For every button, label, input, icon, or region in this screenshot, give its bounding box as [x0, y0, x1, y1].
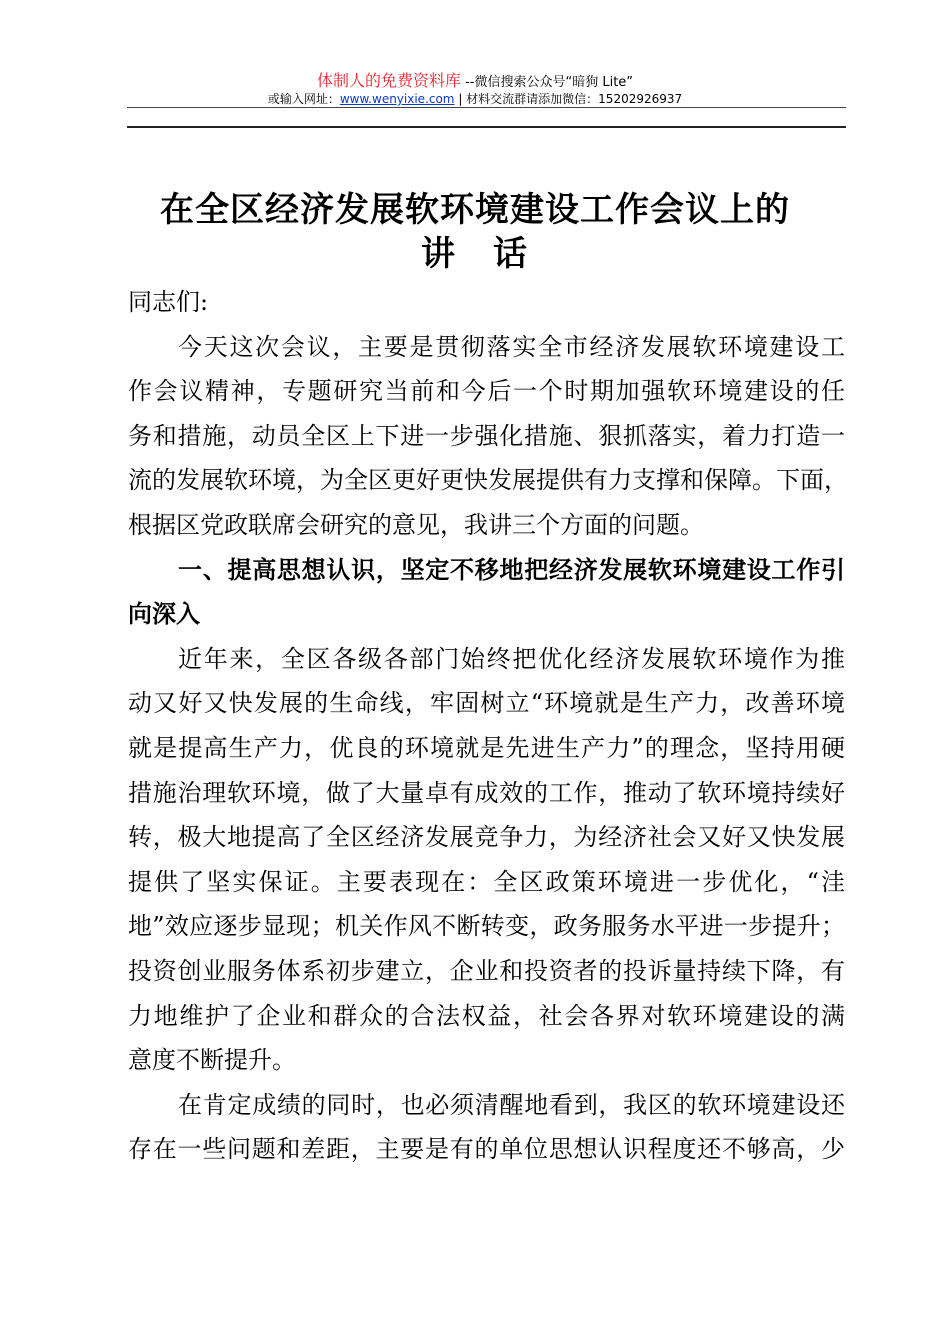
- paragraph-line: 流的发展软环境，为全区更好更快发展提供有力支撑和保障。下面，: [128, 466, 848, 495]
- paragraph-line: 就是提高生产力，优良的环境就是先进生产力”的理念，坚持用硬: [128, 733, 845, 762]
- header-divider: [127, 107, 846, 108]
- url-prefix: 或输入网址：: [267, 92, 340, 106]
- paragraph-line: 地”效应逐步显现；机关作风不断转变，政务服务水平进一步提升；: [128, 912, 845, 941]
- paragraph-line: 根据区党政联席会研究的意见，我讲三个方面的问题。: [128, 510, 704, 539]
- paragraph-line: 动又好又快发展的生命线，牢固树立“环境就是生产力，改善环境: [128, 689, 845, 718]
- paragraph-line: 在肯定成绩的同时，也必须清醒地看到，我区的软环境建设还: [178, 1090, 845, 1119]
- brand-name: 体制人的免费资料库: [316, 71, 461, 90]
- document-title-line2: 讲 话: [421, 234, 529, 274]
- brand-suffix: --微信搜索公众号“暗狗 Lite”: [460, 75, 634, 90]
- website-link[interactable]: www.wenyixie.com: [339, 92, 455, 106]
- paragraph-line: 投资创业服务体系初步建立，企业和投资者的投诉量持续下降，有: [128, 956, 845, 985]
- paragraph-line: 近年来，全区各级各部门始终把优化经济发展软环境作为推: [178, 644, 845, 673]
- header-divider-thick: [127, 126, 846, 128]
- contact-info: | 材料交流群请添加微信：15202926937: [454, 92, 683, 106]
- paragraph-line: 转，极大地提高了全区经济发展竞争力，为经济社会又好又快发展: [128, 823, 845, 852]
- watermark-header-line2: [0, 90, 950, 107]
- paragraph-line: 同志们:: [128, 288, 209, 316]
- paragraph-line: 提供了坚实保证。主要表现在：全区政策环境进一步优化，“洼: [128, 867, 845, 896]
- paragraph-line: 务和措施，动员全区上下进一步强化措施、狠抓落实，着力打造一: [128, 421, 845, 450]
- section-heading-line: 一、提高思想认识，坚定不移地把经济发展软环境建设工作引: [178, 554, 845, 584]
- paragraph-line: 存在一些问题和差距，主要是有的单位思想认识程度还不够高，少: [128, 1135, 845, 1164]
- paragraph-line: 作会议精神，专题研究当前和今后一个时期加强软环境建设的任: [128, 377, 845, 406]
- watermark-header-line1: [0, 68, 950, 91]
- document-title: 在全区经济发展软环境建设工作会议上的: [160, 190, 790, 230]
- section-heading-line: 向深入: [128, 599, 200, 629]
- paragraph-line: 今天这次会议，主要是贯彻落实全市经济发展软环境建设工: [178, 332, 845, 361]
- paragraph-line: 意度不断提升。: [128, 1046, 296, 1075]
- document-body: [128, 280, 848, 1172]
- paragraph-line: 措施治理软环境，做了大量卓有成效的工作，推动了软环境持续好: [128, 778, 845, 807]
- paragraph-line: 力地维护了企业和群众的合法权益，社会各界对软环境建设的满: [128, 1001, 845, 1030]
